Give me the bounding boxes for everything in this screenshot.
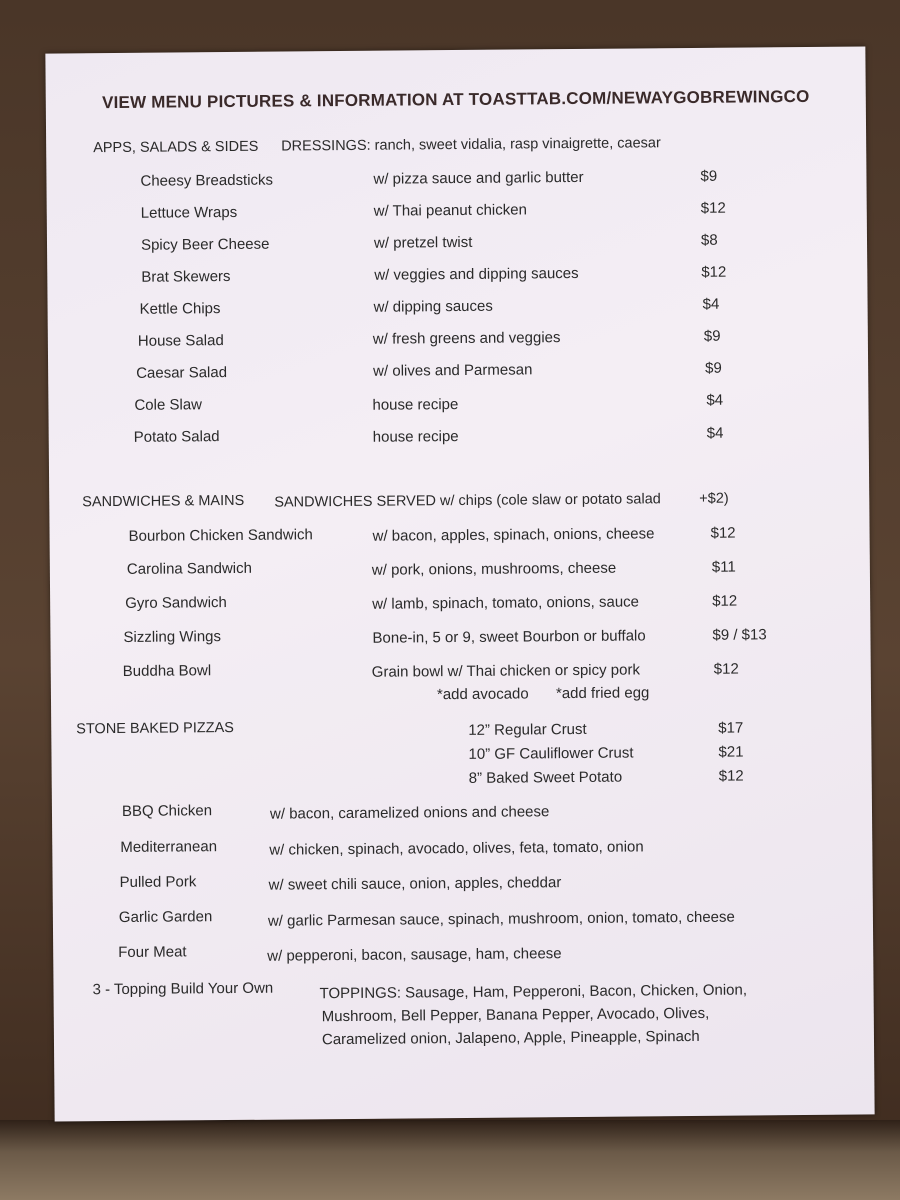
menu-item-name: Pulled Pork: [119, 873, 197, 891]
menu-item-desc: w/ pretzel twist: [373, 233, 473, 252]
menu-item-desc: w/ pepperoni, bacon, sausage, ham, cheese: [267, 945, 562, 965]
menu-header: VIEW MENU PICTURES & INFORMATION AT TOASTTAB.COM/NEWAYGOBREWINGCO: [101, 86, 810, 113]
menu-item-price: $12: [700, 199, 726, 217]
addon-option: *add fried egg: [555, 684, 650, 703]
menu-item-name: Bourbon Chicken Sandwich: [128, 526, 313, 545]
menu-item-name: Cheesy Breadsticks: [140, 171, 274, 190]
menu-item-name: Garlic Garden: [118, 908, 213, 926]
crust-price: $17: [718, 719, 744, 737]
menu-item-name: BBQ Chicken: [121, 802, 213, 820]
menu-item-desc: w/ veggies and dipping sauces: [374, 264, 579, 284]
menu-item-price: $4: [706, 391, 724, 409]
addon-option: *add avocado: [436, 685, 529, 704]
menu-item-price: $8: [700, 231, 718, 249]
menu-item-name: Lettuce Wraps: [140, 203, 238, 222]
menu-item-price: $12: [701, 263, 727, 281]
menu-item-price: $12: [712, 592, 738, 610]
crust-price: $12: [718, 767, 744, 785]
menu-item-name: Carolina Sandwich: [126, 559, 253, 578]
menu-item-name: Buddha Bowl: [122, 662, 212, 680]
menu-item-desc: w/ olives and Parmesan: [373, 361, 533, 380]
menu-item-name: House Salad: [137, 332, 224, 350]
sandwiches-note-price: +$2): [699, 490, 729, 507]
menu-item-desc: w/ chicken, spinach, avocado, olives, feta, tomato, onion: [269, 838, 644, 859]
menu-item-name: Potato Salad: [133, 428, 220, 446]
toppings-line: Mushroom, Bell Pepper, Banana Pepper, Avocado, Olives,: [321, 1004, 710, 1026]
section-title-apps: APPS, SALADS & SIDES: [93, 138, 259, 157]
menu-item-price: $9: [703, 327, 721, 345]
crust-name: 12” Regular Crust: [468, 720, 587, 739]
dressings-note: DRESSINGS: ranch, sweet vidalia, rasp vinaigrette, caesar: [281, 135, 661, 155]
menu-item-name: Brat Skewers: [141, 267, 231, 286]
crust-name: 10” GF Cauliflower Crust: [468, 744, 634, 763]
menu-item-name: Gyro Sandwich: [125, 594, 227, 612]
menu-item-desc: w/ bacon, apples, spinach, onions, cheese: [372, 525, 655, 545]
sandwiches-note: SANDWICHES SERVED w/ chips (cole slaw or potato salad: [274, 491, 661, 511]
menu-sheet: [45, 46, 874, 1121]
menu-item-name: Four Meat: [118, 943, 187, 961]
menu-item-price: $4: [702, 295, 720, 313]
menu-item-desc: w/ sweet chili sauce, onion, apples, cheddar: [268, 874, 562, 894]
menu-item-price: $12: [710, 524, 736, 542]
menu-item-price: $4: [706, 424, 724, 442]
menu-item-price: $9: [705, 359, 722, 377]
menu-item-desc: house recipe: [372, 428, 459, 446]
crust-name: 8” Baked Sweet Potato: [468, 768, 623, 787]
menu-item-desc: w/ fresh greens and veggies: [372, 329, 561, 348]
menu-item-price: $11: [711, 558, 736, 576]
menu-item-name: Caesar Salad: [136, 364, 228, 382]
menu-item-price: $12: [713, 660, 739, 678]
menu-item-desc: house recipe: [372, 396, 459, 414]
menu-item-desc: w/ garlic Parmesan sauce, spinach, mushroom, onion, tomato, cheese: [267, 908, 735, 930]
menu-item-price: $9 / $13: [712, 626, 767, 644]
menu-item-name: Mediterranean: [120, 838, 218, 856]
menu-item-desc: Bone-in, 5 or 9, sweet Bourbon or buffalo: [372, 627, 646, 647]
table-surface: [0, 1120, 900, 1200]
menu-item-desc: w/ lamb, spinach, tomato, onions, sauce: [372, 593, 640, 613]
menu-item-desc: w/ pork, onions, mushrooms, cheese: [371, 559, 617, 579]
menu-item-price: $9: [700, 167, 718, 185]
section-title-mains: SANDWICHES & MAINS: [82, 492, 245, 511]
menu-item-name: Sizzling Wings: [123, 628, 222, 646]
build-your-own-label: 3 - Topping Build Your Own: [92, 979, 274, 999]
menu-item-name: Kettle Chips: [139, 300, 221, 318]
menu-item-name: Cole Slaw: [134, 396, 203, 414]
toppings-line: TOPPINGS: Sausage, Ham, Pepperoni, Bacon, Chicken, Onion,: [319, 981, 748, 1003]
menu-item-desc: w/ bacon, caramelized onions and cheese: [269, 803, 550, 823]
menu-item-desc: w/ pizza sauce and garlic butter: [373, 168, 584, 188]
menu-item-desc: w/ Thai peanut chicken: [373, 201, 527, 220]
crust-price: $21: [718, 743, 744, 761]
menu-item-desc: w/ dipping sauces: [373, 297, 493, 316]
menu-item-desc: Grain bowl w/ Thai chicken or spicy pork: [371, 661, 641, 681]
menu-item-name: Spicy Beer Cheese: [140, 235, 270, 254]
toppings-line: Caramelized onion, Jalapeno, Apple, Pineapple, Spinach: [321, 1027, 700, 1049]
section-title-pizzas: STONE BAKED PIZZAS: [76, 719, 234, 738]
